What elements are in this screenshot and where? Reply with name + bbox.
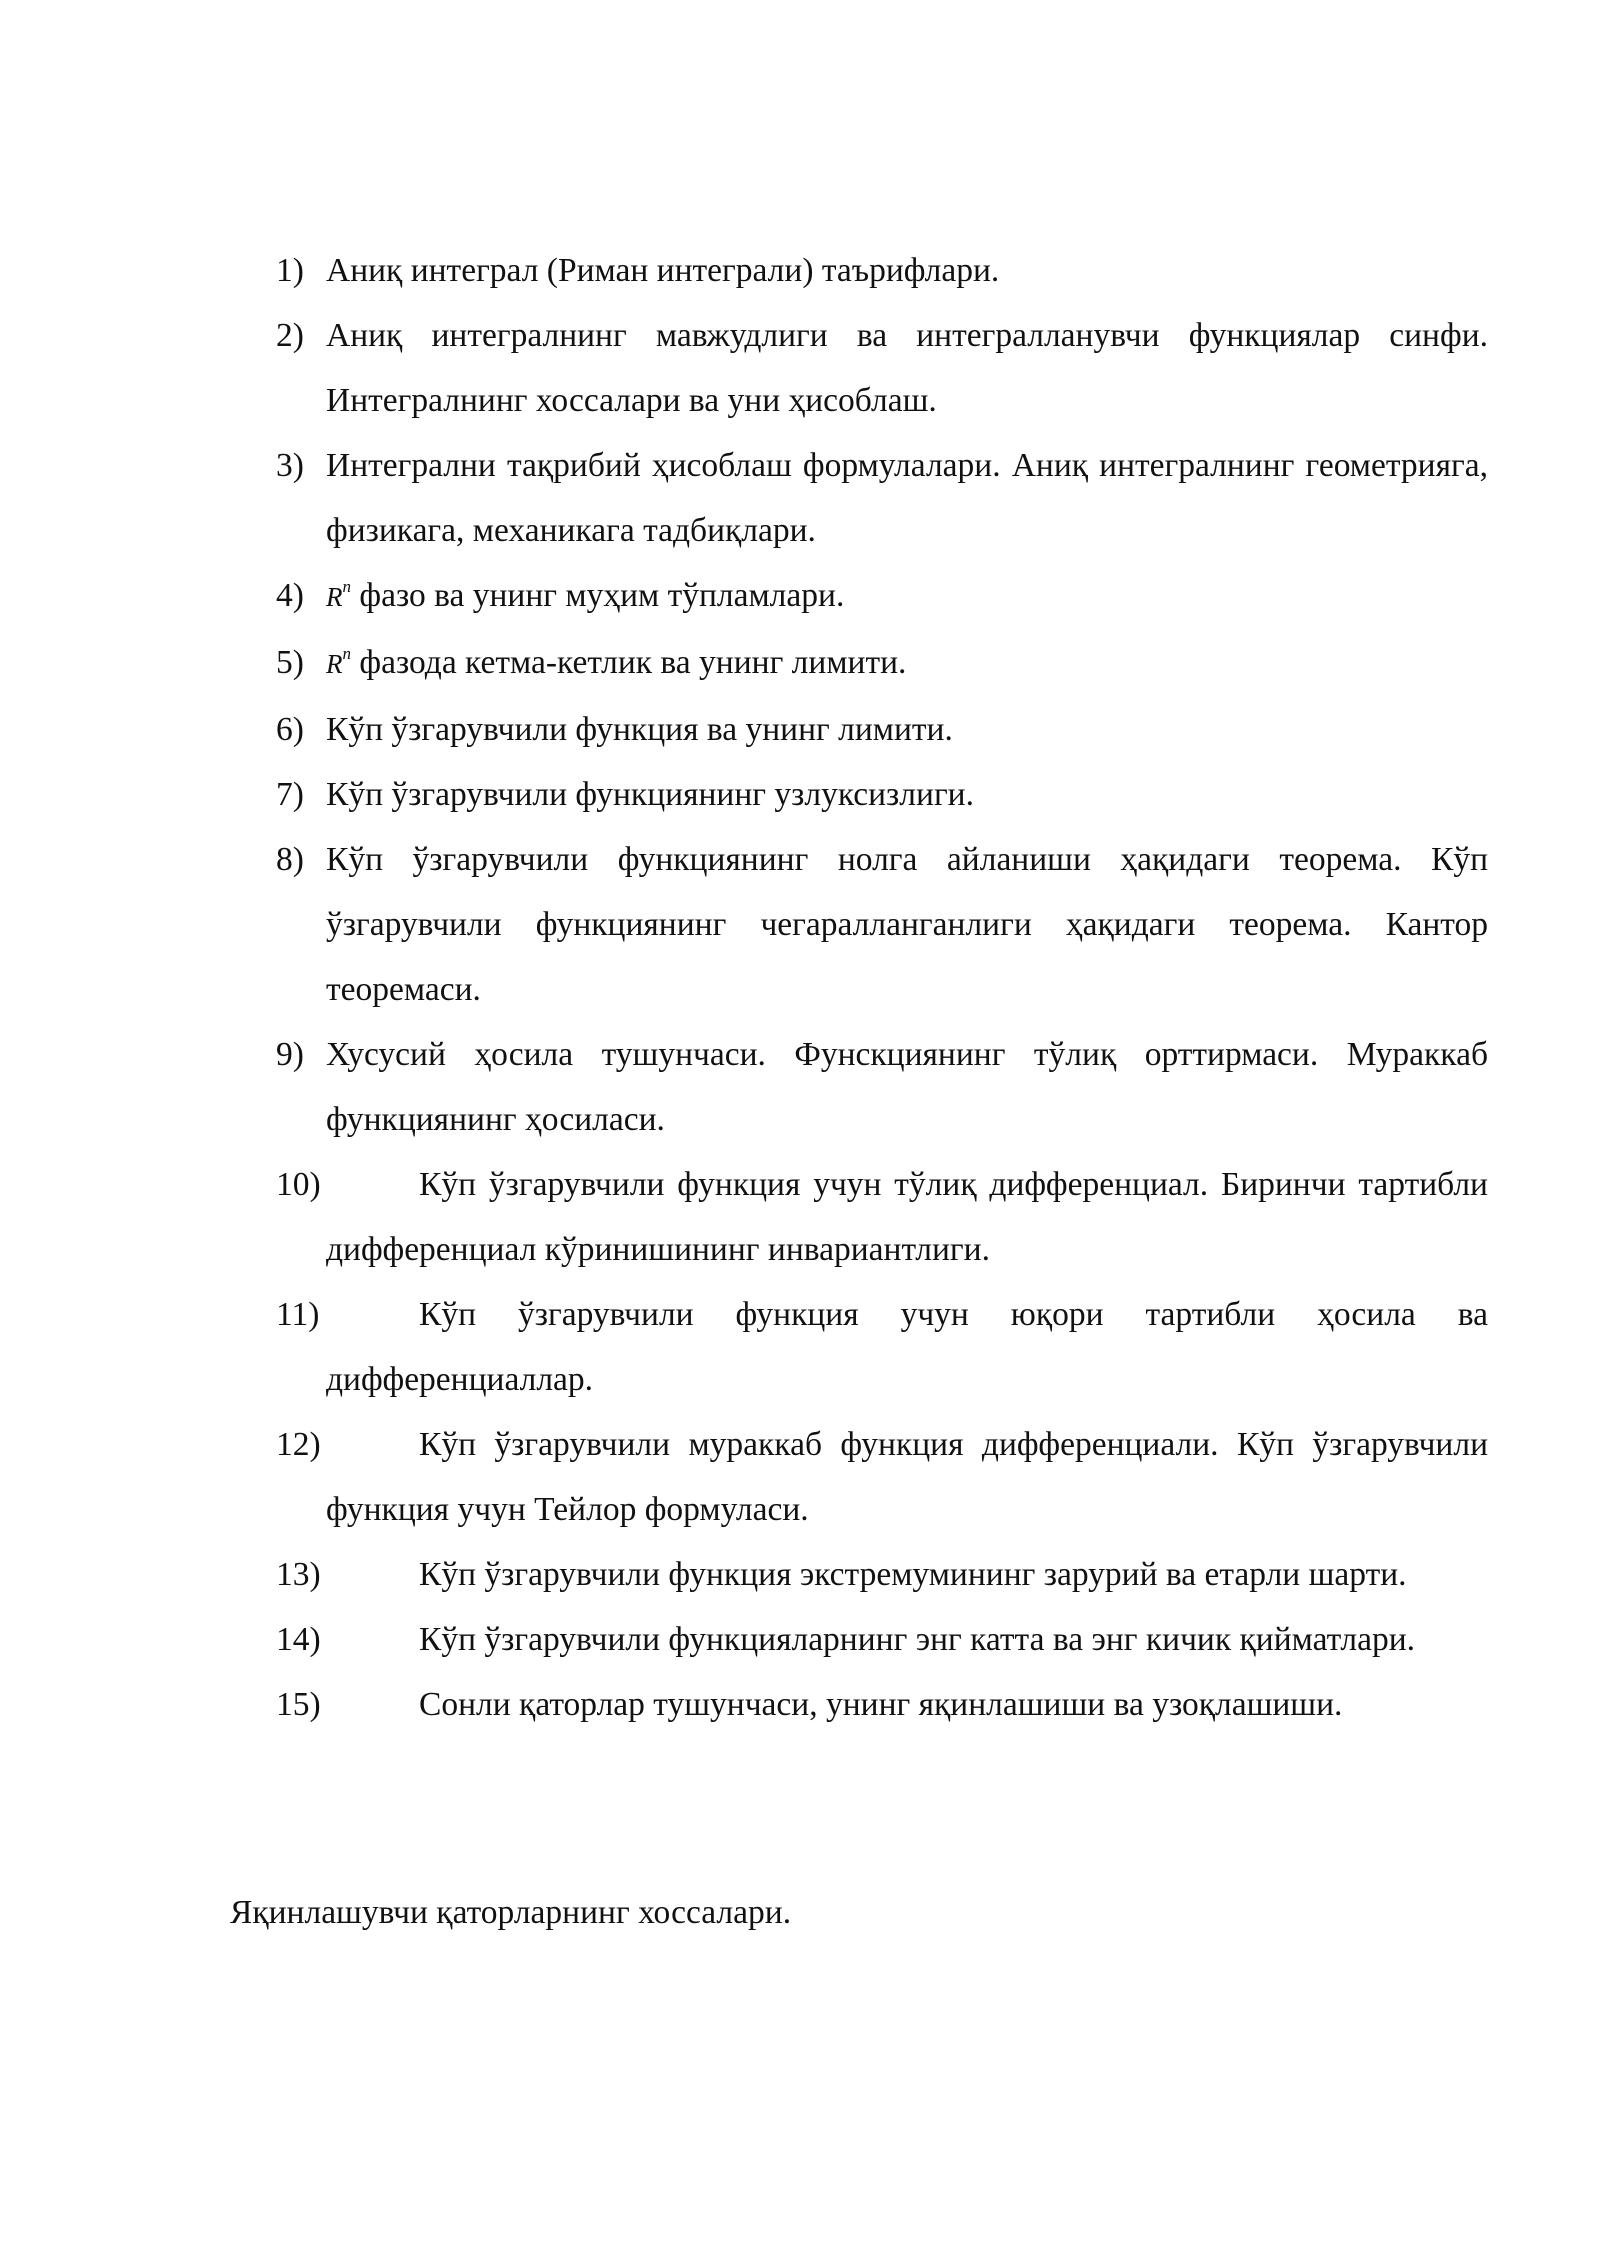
list-item [276, 1022, 1488, 1152]
list-item-text: Кўп ўзгарувчили функция экстремумининг зарурий ва етарли шарти. [419, 1556, 1407, 1593]
list-item [276, 303, 1488, 433]
list-item [276, 238, 1488, 303]
list-item-number: 3) [276, 447, 304, 484]
list-item-text: Кўп ўзгарувчили функция ва унинг лимити. [326, 711, 953, 748]
list-item-text: Сонли қаторлар тушунчаси, унинг яқинлашиши ва узоқлашиши. [419, 1686, 1343, 1723]
list-item-text: Кўп ўзгарувчили функция учун тўлиқ дифференциал. Биринчи тартибли дифференциал кўринишининг инвариантлиги. [326, 1166, 1488, 1268]
list-item-number: 4) [276, 577, 304, 614]
math-superscript: n [342, 577, 351, 596]
list-item [276, 1672, 1488, 1737]
list-item [276, 827, 1488, 1022]
list-item [276, 630, 1488, 697]
topic-list [276, 238, 1488, 1737]
list-item-text: Аниқ интегралнинг мавжудлиги ва интегралланувчи функциялар синфи. Интегралнинг хоссалари ва уни ҳисоблаш. [326, 317, 1488, 419]
list-item-number: 11) [276, 1296, 320, 1333]
list-item-text: Кўп ўзгарувчили функция учун юқори тартибли ҳосила ва дифференциаллар. [326, 1296, 1488, 1398]
list-item [276, 1542, 1488, 1607]
math-symbol [326, 577, 351, 612]
list-item-text: Интегрални тақрибий ҳисоблаш формулалари. Аниқ интегралнинг геометрияга, физикага, механикага тадбиқлари. [326, 447, 1488, 549]
math-base: R [326, 649, 343, 679]
list-item-text: Хусусий ҳосила тушунчаси. Фунскциянинг тўлиқ орттирмаси. Мураккаб функциянинг ҳосиласи. [326, 1036, 1488, 1138]
list-item-number: 13) [276, 1556, 321, 1593]
list-item-number: 6) [276, 711, 304, 748]
list-item [276, 433, 1488, 563]
list-item-number: 5) [276, 644, 304, 681]
list-item-number: 10) [276, 1166, 321, 1203]
list-item-text: фазо ва унинг муҳим тўпламлари. [351, 577, 845, 614]
list-item [276, 697, 1488, 762]
list-item-number: 12) [276, 1426, 321, 1463]
list-item-number: 8) [276, 841, 304, 878]
math-base: R [326, 582, 343, 612]
math-symbol [326, 644, 351, 679]
list-item-text: Кўп ўзгарувчили функциянинг нолга айланиши ҳақидаги теорема. Кўп ўзгарувчили функциянинг чегаралланганлиги ҳақидаги теорема. Кантор теоремаси. [326, 841, 1488, 1008]
list-item [276, 563, 1488, 630]
list-item-number: 14) [276, 1621, 321, 1658]
tail-paragraph: Яқинлашувчи қаторларнинг хоссалари. [230, 1894, 792, 1931]
list-item [276, 762, 1488, 827]
list-item [276, 1607, 1488, 1672]
list-item [276, 1282, 1488, 1412]
list-item-text: Кўп ўзгарувчили функцияларнинг энг катта ва энг кичик қийматлари. [419, 1621, 1416, 1658]
list-item-text: Кўп ўзгарувчили функциянинг узлуксизлиги. [326, 776, 974, 813]
list-item-text: фазода кетма-кетлик ва унинг лимити. [351, 644, 907, 681]
math-superscript: n [342, 644, 351, 663]
list-item-number: 9) [276, 1036, 304, 1073]
list-item [276, 1412, 1488, 1542]
list-item-number: 15) [276, 1686, 321, 1723]
list-item-text: Аниқ интеграл (Риман интеграли) таърифлари. [326, 252, 1000, 289]
list-item-number: 1) [276, 252, 304, 289]
list-item-number: 2) [276, 317, 304, 354]
list-item [276, 1152, 1488, 1282]
list-item-number: 7) [276, 776, 304, 813]
list-item-text: Кўп ўзгарувчили мураккаб функция дифференциали. Кўп ўзгарувчили функция учун Тейлор формуласи. [326, 1426, 1488, 1528]
